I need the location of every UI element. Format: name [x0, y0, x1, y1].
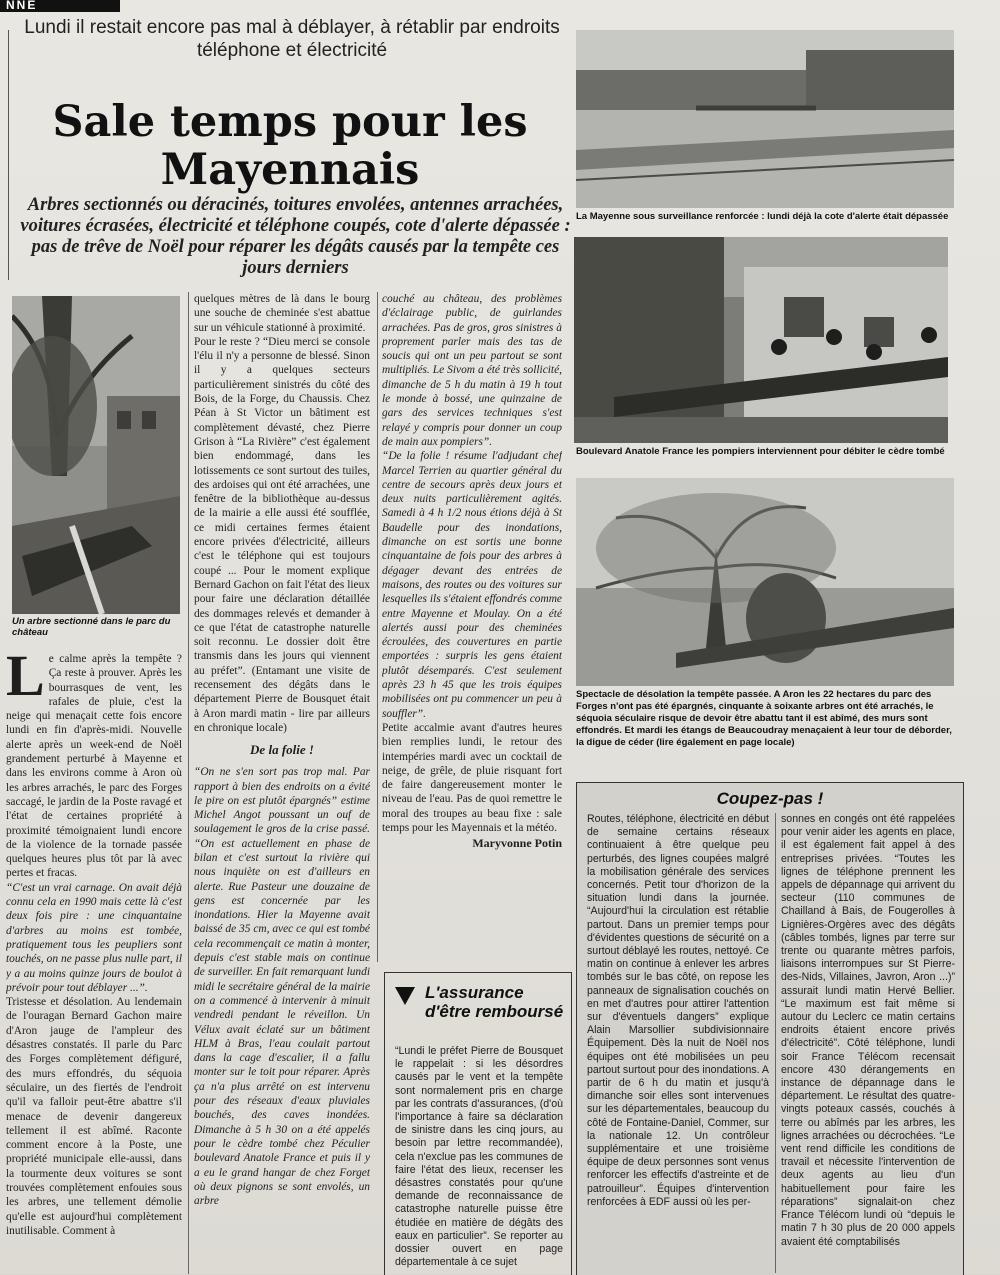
photo-pompiers: [574, 237, 948, 443]
article-paragraph: Petite accalmie avant d'autres heures bien remplies lundi, le retour des intempéries mardi avec un cocktail de neige, de grêle, de pluie risquant fort de faire dangereusement monter le niveau de l'eau. Pas de quoi remettre le moral des troupes au beau fixe : sale temps pour les Mayennais et la météo.: [382, 721, 562, 834]
assurance-title: L'assurance d'être remboursé: [425, 983, 564, 1021]
article-column-3: [382, 292, 562, 912]
triangle-marker-icon: [395, 987, 415, 1005]
article-quote: “De la folie ! résume l'adjudant chef Marcel Terrien au quartier général du centre de secours après deux jours et deux nuits particulièrement agités. Samedi à 4 h 1/2 nous étions déjà à St Baudelle pour des inondations, dimanche on est sortis une bonne cinquantaine de fois pour des arbres à dégager devant des entrées de maisons, des routes ou des voitures sur lesquelles ils s'étaient effondrés comme entre Mayenne et Moulay. On a été alertés aussi pour des cheminées écroulées, des couvertures en partie emportées : surpris les gens étaient plutôt désemparés. C'est seulement après 23 h 45 que les trois équipes mobilisées ont pu commencer un peu à souffler”.: [382, 450, 562, 720]
article-subhead: De la folie !: [250, 742, 314, 758]
article-lede: Arbres sectionnés ou déracinés, toitures envolées, antennes arrachées, voitures écrasées, électricité et téléphone coupés, cote d'alerte dépassée : pas de trêve de Noël pour réparer les dégâts causés par la tempête ces jours derniers: [20, 195, 571, 278]
byline: Maryvonne Potin: [472, 836, 562, 851]
photo-chateau-tree-image: [12, 296, 180, 614]
photo-aron-park-image: [576, 478, 954, 686]
article-column-2: [194, 292, 370, 1274]
assurance-box: [384, 972, 572, 1275]
column-divider: [775, 813, 776, 1273]
coupez-pas-column-2: sonnes en congés ont été rappelées pour venir aider les agents en place, il est également fait appel à des entreprises privées. “Toutes les lignes de téléphone prennent les appels de dépannage qui arrivent du secteur (110 communes de Chailland à Bais, de Fougerolles à Lignières-Orgères avec des dégâts (câbles tombés, lignes par terre sur trente ou quarante mètres parfois, liaisons interrompues sur St Pierre-des-Nids, Villaines, Javron, Aron ...)” assurait lundi matin Hervé Bellier. “Le maximum est fait même si autour du Leclerc ce matin certains endroits étaient encore privés d'électricité”. Côté téléphone, lundi soir France Télécom recensait encore 430 dérangements en instance de dépannage dans le département. Le résultat des quatre-vingts poteaux cassés, couchés à terre ou abîmés par les arbres, les lignes arrachées ou décrochées. “Le vent rend difficile les conditions de travail et nécessite l'intervention de deux agents au lieu d'un habituellement pour faire les réparations” signalait-on chez France Télécom lundi où “depuis le matin 7 h 30 plus de 20 000 appels avaient été comptabilisés: [781, 813, 955, 1248]
article-kicker: Lundi il restait encore pas mal à déblayer, à rétablir par endroits téléphone et électricité: [24, 17, 560, 61]
photo-mayenne-river-image: [576, 30, 954, 208]
caption-mayenne: La Mayenne sous surveillance renforcée : lundi déjà la cote d'alerte était dépassée: [576, 211, 949, 222]
photo-chateau-tree: [12, 296, 180, 614]
section-masthead: [0, 0, 120, 12]
caption-chateau: Un arbre sectionné dans le parc du château: [12, 616, 171, 638]
article-column-1: [6, 652, 182, 1274]
photo-aron-park: [576, 478, 954, 686]
article-paragraph: Pour le reste ? “Dieu merci se console l'élu il n'y a personne de blessé. Sinon il y a quelques secteurs particulièrement sinistrés du côté des Bois, de la Forge, du Chaussis. Chez Péan à St Victor un bâtiment est complètement dévasté, chez Pierre Grison à “La Rivière” c'est également bien endommagé, dans les lotissements ce sont surtout des tuiles, des ardoises qui ont été arrachées, une fenêtre de la bibliothèque au-dessus de la mairie a elle aussi été soufflée, ce midi certaines fermes étaient encore privées d'électricité, ailleurs c'est le téléphone qui est toujours coupé ... Pour le moment explique Bernard Gachon on fait l'état des lieux pour faire une déclaration détaillée des dommages relevés et demander à ce que l'état de catastrophe naturelle soit reconnu. Le dossier doit être transmis dans les jours qui viennent au préfet”. (Entamant une visite de recensement des dégâts dans le département Pierre de Bousquet était à Aron mardi matin - lire par ailleurs en chronique locale): [194, 335, 370, 734]
column-rule: [8, 30, 9, 280]
coupez-pas-column-1: Routes, téléphone, électricité en début de semaine certains réseaux continuaient à être quelque peu perturbés, des lignes coupées malgré la mobilisation générale des services concernés. Petit tour d'horizon de la situation lundi dans la journée. “Aujourd'hui la circulation est rétablie partout. Dans un premier temps pour d'évidentes questions de sécurité on a surtout déblayé les routes, nettoyé. Ce matin on continue à enlever les arbres tombés sur le bas côté, on repose les panneaux de signalisation couchés on en met d'autres pour attirer l'attention sur d'éventuels dangers” explique Alain Marsollier subdivisionnaire Équipement. Dès la nuit de Noël nos équipes ont été mobilisées un peu partout surtout pour des inondations. A partir de 6 h du matin et jusqu'à dimanche soir elles sont intervenues sur les départementales, beaucoup du côté de Fontaine-Daniel, Commer, sur la nationale 12. Un contrôleur supplémentaire et une troisième équipe de deux personnes sont venus renforcer les effectifs d'astreinte et de patrouilleur”. Équipes d'intervention renforcées à EDF aussi où les per-: [587, 813, 769, 1208]
masthead-text: NNE: [6, 0, 38, 12]
dropcap: L: [6, 652, 45, 708]
article-quote: couché au château, des problèmes d'éclairage public, de guirlandes arrachées. Pas de gros, gros sinistres à proprement parler mais des tas de soucis qui ont un peu partout se sont multipliés. Le Sivom a été très sollicité, dimanche de 5 h du matin à 19 h tout le monde à bossé, une quinzaine de gars des services techniques s'est relayé y compris pour donner un coup de main aux pompiers”.: [382, 293, 562, 448]
article-quote: “On ne s'en sort pas trop mal. Par rapport à bien des endroits on a évité le pire on est plutôt épargnés” estime Michel Angot poussant un ouf de soulagement le gros de la crise passé. “On est actuellement en phase de bilan et c'est surtout la rivière qui nous inquiète on est d'ailleurs en alerte. Rue Pasteur une douzaine de gens est concernée par les inondations. Hier la Mayenne avait baissé de 35 cm, avec ce qui est tombé cela recommençait ce matin à monter, depuis c'est stable mais on continue de surveiller. En fait remarquant lundi midi le secrétaire général de la mairie on a commencé à intervenir à minuit vendredi pendant le réveillon. Un Vélux avait éclaté sur un bâtiment HLM à Bras, l'eau coulait partout dans la cage d'escalier, il a fallu monter sur le toit pour réparer. Après ça n'a plus arrêté on est intervenu pour des réseaux d'eaux pluviales bouchés, des caves inondées. Dimanche à 5 h 30 on a été appelés pour le cèdre tombé chez Péculier boulevard Anatole France et puis il y a eu le grand hangar de chez Forget où deux pignons se sont envolés, un arbre: [194, 766, 370, 1208]
paragraph-text: e calme après la tempête ? Ça reste à prouver. Après les bourrasques de vent, les rafales de pluie, c'est la neige qui menaçait cette fois encore lundi en fin d'après-midi. Nouvelle alerte après un week-end de Noël grandement perturbé à Mayenne et dans les environs comme à Aron où les arbres arrachés, le parc des Forges saccagé, le jardin de la Poste ravagé et l'état de certaines propriété à proximité témoignaient lundi encore de la violence de la tornade passée quelques heures plus tôt par là avec pertes et fracas.: [6, 653, 182, 880]
article-title: Sale temps pour les Mayennais: [52, 97, 528, 195]
photo-pompiers-image: [574, 237, 948, 443]
assurance-body: “Lundi le préfet Pierre de Bousquet le rappelait : si les désordres causés par le vent et la tempête sont normalement pris en charge par les contrats d'assurances, (d'où l'importance à faire sa déclaration de sinistre dans les cinq jours, au besoin par lettre recommandée), cela n'exclue pas les communes de faire l'état des lieux, recenser les désastres constatés pour qu'une demande de reconnaissance de catastrophe naturelle puisse être étudiée en matière de dégâts des eaux en particulier”. Se reporter au dossier ouvert en page départementale à ce sujet: [395, 1045, 563, 1269]
article-paragraph: quelques mètres de là dans le bourg une souche de cheminée s'est abattue sur un véhicule stationné à proximité.: [194, 293, 370, 334]
caption-pompiers: Boulevard Anatole France les pompiers interviennent pour débiter le cèdre tombé: [576, 446, 945, 457]
photo-mayenne-river: [576, 30, 954, 208]
article-paragraph: [6, 652, 182, 881]
caption-aron: Spectacle de désolation la tempête passée. A Aron les 22 hectares du parc des Forges n'ont pas été épargnés, cinquante à soixante arbres ont été arrachés, le séquoia séculaire risque de devoir être abattu tant il est abîmé, des murs sont effondrés. Et mardi les étangs de Beaucoudray menaçaient à leur tour de déborder, la digue de céder (lire également en page locale): [576, 689, 952, 748]
coupez-pas-box: [576, 782, 964, 1275]
article-paragraph: Tristesse et désolation. Au lendemain de l'ouragan Bernard Gachon maire d'Aron jauge de l'ampleur des désastres constatés. Il parle du Parc des Forges complètement défiguré, des murs effondrés, du séquoia séculaire, un des fiertés de l'endroit qu'il va falloir peut-être abattre s'il menace de devenir dangereux tellement il est abîmé. Raconte comment encore à la Poste, une propriété municipale elle-aussi, dans la tourmente deux voitures se sont trouvées complètement enfouies sous les arbres, une tellement démolie qu'elle est aujourd'hui complètement inutilisable. Comment à: [6, 996, 182, 1237]
column-divider: [188, 292, 189, 1274]
column-divider: [377, 292, 378, 962]
coupez-pas-title: Coupez-pas !: [716, 789, 824, 808]
article-quote: “C'est un vrai carnage. On avait déjà connu cela en 1990 mais cette là c'est deux fois pire : une cinquantaine d'arbres au moins est tombée, pratiquement tous les peupliers sont touchés, on ne passe plus nulle part, il y a au moins quinze jours de boulot à prévoir pour tout déblayer ...”.: [6, 881, 182, 994]
